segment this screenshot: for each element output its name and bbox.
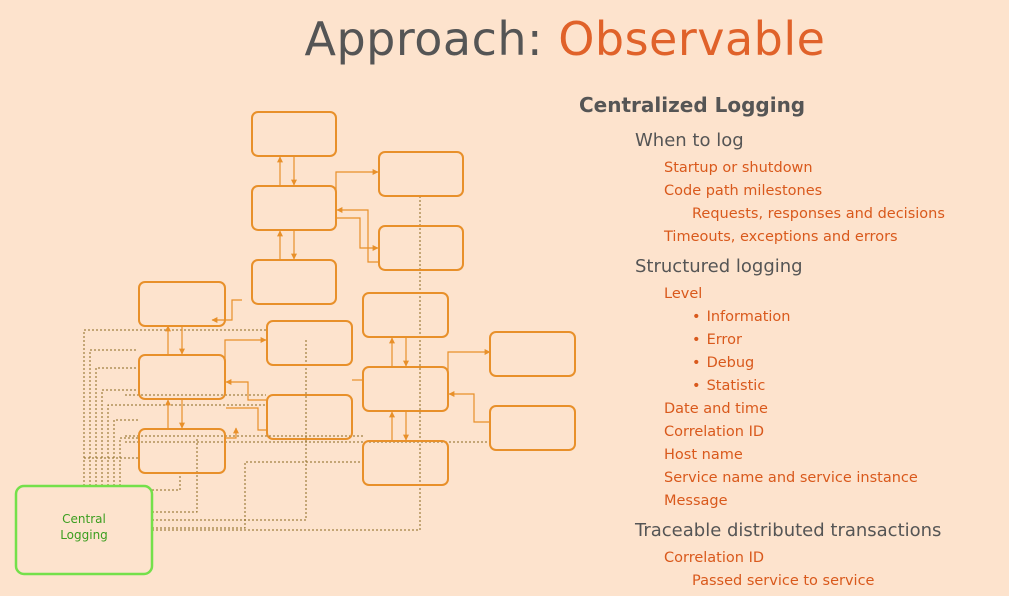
heading-structured-logging: Structured logging (635, 256, 803, 277)
item-correlation-id: Correlation ID (664, 424, 765, 440)
item-milestones: Code path milestones (664, 183, 823, 199)
level-statistic: • Statistic (692, 379, 765, 394)
central-logging-label-line1: Central (62, 512, 106, 526)
item-startup: Startup or shutdown (664, 160, 813, 176)
level-information: • Information (692, 310, 791, 325)
title-accent: Observable (558, 12, 826, 66)
level-debug: • Debug (692, 356, 754, 371)
title-prefix: Approach: (304, 12, 559, 66)
level-error: • Error (692, 333, 742, 348)
item-host-name: Host name (664, 447, 743, 463)
item-trace-correlation-id: Correlation ID (664, 550, 765, 566)
item-service-name: Service name and service instance (664, 470, 918, 486)
heading-when-to-log: When to log (635, 130, 744, 151)
item-milestones-sub: Requests, responses and decisions (692, 206, 945, 222)
item-date-time: Date and time (664, 401, 768, 417)
central-logging-label-line2: Logging (60, 528, 108, 542)
heading-centralized-logging: Centralized Logging (579, 93, 806, 117)
item-message: Message (664, 493, 728, 509)
item-level: Level (664, 286, 703, 302)
item-timeouts: Timeouts, exceptions and errors (664, 229, 898, 245)
heading-traceable: Traceable distributed transactions (635, 520, 942, 541)
item-passed-service: Passed service to service (692, 573, 875, 589)
